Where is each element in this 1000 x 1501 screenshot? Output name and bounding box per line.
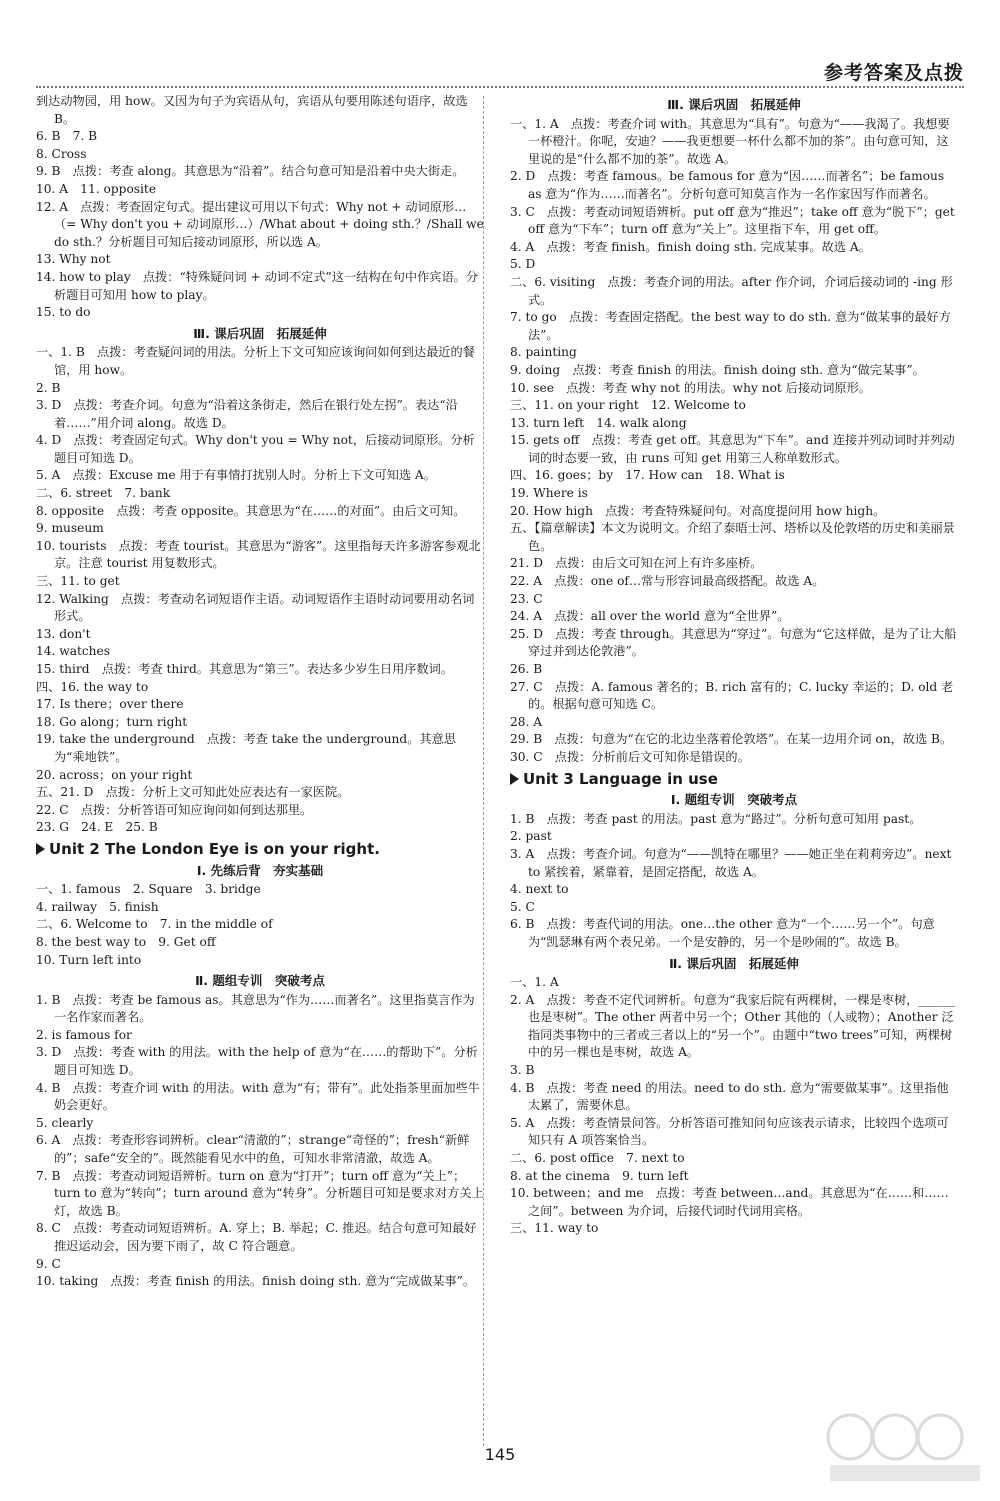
page-header-title: 参考答案及点拨	[823, 62, 964, 84]
answer-line: 3. A 点拨：考查介词。句意为“——凯特在哪里？——她正坐在莉莉旁边”。next to 紧挨着，紧靠着，是固定搭配，故选 A。	[510, 846, 952, 879]
answer-line: 26. B	[510, 662, 543, 676]
answer-line: 4. A 点拨：考查 finish。finish doing sth. 完成某事。故选 A。	[510, 239, 871, 254]
answer-line: 10. tourists 点拨：考查 tourist。其意思为“游客”。这里指每天许多游客参观北京。注意 tourist 用复数形式。	[36, 538, 481, 571]
answer-line: 28. A	[510, 714, 543, 729]
header-divider	[36, 86, 964, 88]
watermark-logo	[820, 1407, 990, 1487]
column-divider	[483, 96, 484, 1446]
play-arrow-icon	[510, 773, 519, 785]
answer-line: 到达动物园，用 how。又因为句子为宾语从句，宾语从句要用陈述句语序，故选 B。	[36, 94, 468, 126]
answer-line: 18. Go along；turn right	[36, 714, 188, 729]
answer-line: 30. C 点拨：分析前后文可知你是错误的。	[510, 749, 750, 764]
answer-line: 8. opposite 点拨：考查 opposite。其意思为“在……的对面”。由后文可知。	[36, 503, 466, 518]
answer-line: 1. B 点拨：考查 past 的用法。past 意为“路过”。分析句意可知用 past。	[510, 811, 922, 826]
answer-line: 15. gets off 点拨：考查 get off。其意思为“下车”。and 连接并列动词时并列动词的时态要一致，由 runs 可知 get 用第三人称单数形式。	[510, 433, 955, 465]
answer-line: 22. C 点拨：分析答语可知应询问如何到达那里。	[36, 802, 313, 817]
answer-line: 8. painting	[510, 345, 577, 360]
answer-line: 7. to go 点拨：考查固定搭配。the best way to do sth. 意为“做某事的最好方法”。	[510, 310, 951, 342]
answer-line: 19. Where is	[510, 486, 588, 501]
answer-line: 8. at the cinema 9. turn left	[510, 1168, 689, 1183]
answer-line: 5. C	[510, 899, 535, 914]
answer-line: 一、1. A	[510, 975, 559, 990]
answer-line: 4. B 点拨：考查介词 with 的用法。with 意为“有；带有”。此处指茶里面加些牛奶会更好。	[36, 1080, 480, 1113]
answer-line: 15. third 点拨：考查 third。其意思为“第三”。表达多少岁生日用序数词。	[36, 662, 454, 676]
answer-line: 12. A 点拨：考查固定句式。提出建议可用以下句式：Why not + 动词原形…（= Why don't you + 动词原形…）/What about + doing sth.？/Shall we do sth.？分析题目可知后接动词原形，所以选 A。	[36, 199, 484, 249]
answer-line: 29. B 点拨：句意为“在它的北边坐落着伦敦塔”。在某一边用介词 on，故选 B。	[510, 732, 953, 747]
answer-line: 25. D 点拨：考查 through。其意思为“穿过”。句意为“它这样做，是为了让大船穿过并到达伦敦港”。	[510, 626, 957, 659]
answer-line: 5. A 点拨：Excuse me 用于有事情打扰别人时。分析上下文可知选 A。	[36, 468, 436, 483]
section-heading: Ⅰ. 先练后背 夯实基础	[196, 862, 324, 878]
answer-line: 9. B 点拨：考查 along。其意思为“沿着”。结合句意可知是沿着中央大街走。	[36, 164, 465, 179]
section-heading: Ⅰ. 题组专训 突破考点	[670, 792, 798, 808]
answer-line: 9. doing 点拨：考查 finish 的用法。finish doing sth. 意为“做完某事”。	[510, 362, 925, 377]
section-heading: Ⅲ. 课后巩固 拓展延伸	[193, 325, 327, 341]
play-arrow-icon	[36, 843, 45, 855]
answer-line: 14. watches	[36, 644, 110, 659]
answer-line: 8. C 点拨：考查动词短语辨析。A. 穿上；B. 举起；C. 推迟。结合句意可知最好推迟运动会，因为要下雨了，故 C 符合题意。	[36, 1221, 477, 1253]
answer-line: 二、6. post office 7. next to	[510, 1151, 685, 1166]
answer-line: 4. B 点拨：考查 need 的用法。need to do sth. 意为“需要做某事”。这里指他太累了，需要休息。	[510, 1080, 949, 1113]
answer-line: 1. B 点拨：考查 be famous as。其意思为“作为……而著名”。这里指莫言作为一名作家而著名。	[36, 992, 475, 1025]
answer-line: 20. How high 点拨：考查特殊疑问句。对高度提问用 how high。	[510, 503, 886, 518]
answer-line: 10. A 11. opposite	[36, 181, 157, 196]
left-column	[36, 93, 484, 1291]
answer-line: 一、1. B 点拨：考查疑问词的用法。分析上下文可知应该询问如何到达最近的餐馆，用 how。	[36, 345, 475, 377]
answer-line: 8. the best way to 9. Get off	[36, 934, 216, 949]
answer-line: 13. Why not	[36, 252, 111, 267]
answer-line: 二、6. street 7. bank	[36, 486, 171, 501]
answer-line: 4. D 点拨：考查固定句式。Why don't you = Why not，后接动词原形。分析题目可知选 D。	[36, 433, 475, 465]
answer-line: 5. A 点拨：考查情景问答。分析答语可推知问句应该表示请求，比较四个选项可知只有 A 项答案恰当。	[510, 1115, 949, 1148]
answer-line: 四、16. the way to	[36, 679, 149, 694]
answer-line: 二、6. Welcome to 7. in the middle of	[36, 917, 273, 932]
answer-line: 一、1. A 点拨：考查介词 with。其意思为“具有”。句意为“——我渴了。我想要一杯橙汁。你呢，安迪？——我更想要一杯什么都不加的茶”。由句意可知，这里说的是“什么都不加的茶”。故选 A。	[510, 116, 950, 166]
answer-line: 23. G 24. E 25. B	[36, 820, 158, 835]
answer-line: 12. Walking 点拨：考查动名词短语作主语。动词短语作主语时动词要用动名词形式。	[36, 591, 475, 624]
answer-line: 9. museum	[36, 521, 104, 536]
answer-line: 三、11. to get	[36, 574, 120, 589]
answer-line: 10. see 点拨：考查 why not 的用法。why not 后接动词原形。	[510, 380, 871, 395]
answer-line: 2. A 点拨：考查不定代词辨析。句意为“我家后院有两棵树，一棵是枣树，______也是枣树”。The other 两者中另一个；Other 其他的（人或物）；Another 泛指同类事物中的三者或三者以上的“另一个”。由题中“two trees”可知，两棵树中的另一棵也是枣树，故选 A。	[510, 992, 955, 1060]
answer-line: 20. across；on your right	[36, 767, 193, 782]
answer-line: 10. taking 点拨：考查 finish 的用法。finish doing sth. 意为“完成做某事”。	[36, 1274, 476, 1289]
section-heading: Ⅱ. 课后巩固 拓展延伸	[669, 955, 799, 971]
answer-line: 五、【篇章解读】本文为说明文。介绍了泰晤士河、塔桥以及伦敦塔的历史和美丽景色。	[510, 521, 955, 553]
answer-line: 四、16. goes；by 17. How can 18. What is	[510, 468, 785, 483]
unit-heading	[510, 771, 958, 789]
answer-line: 8. Cross	[36, 146, 87, 161]
answer-line: 17. Is there；over there	[36, 697, 184, 712]
answer-line: 4. railway 5. finish	[36, 899, 159, 914]
answer-line: 19. take the underground 点拨：考查 take the underground。其意思为“乘地铁”。	[36, 732, 456, 764]
answer-line: 3. D 点拨：考查 with 的用法。with the help of 意为“在……的帮助下”。分析题目可知选 D。	[36, 1045, 478, 1078]
answer-line: 五、21. D 点拨：分析上文可知此处应表达有一家医院。	[36, 785, 350, 800]
answer-line: 9. C	[36, 1256, 61, 1271]
section-heading: Ⅱ. 题组专训 突破考点	[195, 973, 325, 989]
answer-line: 4. next to	[510, 882, 569, 897]
answer-line: 三、11. on your right 12. Welcome to	[510, 398, 746, 413]
answer-line: 23. C	[510, 591, 543, 606]
answer-line: 27. C 点拨：A. famous 著名的；B. rich 富有的；C. lucky 幸运的；D. old 老的。根据句意可知选 C。	[510, 679, 954, 712]
answer-line: 21. D 点拨：由后文可知在河上有许多座桥。	[510, 556, 763, 571]
right-column	[510, 93, 958, 1238]
answer-line: 3. C 点拨：考查动词短语辨析。put off 意为“推迟”；take off 意为“脱下”；get off 意为“下车”；turn off 意为“关上”。这里指下车，用 get off。	[510, 204, 955, 237]
answer-line: 10. between；and me 点拨：考查 between…and。其意思为“在……和……之间”。between 为介词，后接代词时代词用宾格。	[510, 1186, 949, 1218]
answer-line: 3. B	[510, 1063, 535, 1078]
answer-line: 二、6. visiting 点拨：考查介词的用法。after 作介词，介词后接动词的 -ing 形式。	[510, 274, 953, 307]
unit-heading	[36, 841, 484, 859]
answer-line: 2. is famous for	[36, 1027, 132, 1042]
answer-line: 13. don't	[36, 626, 91, 641]
answer-line: 3. D 点拨：考查介词。句意为“沿着这条街走，然后在银行处左拐”。表达“沿着……”用介词 along。故选 D。	[36, 398, 458, 430]
unit-title: Unit 2 The London Eye is on your right.	[49, 839, 380, 858]
answer-line: 14. how to play 点拨：“特殊疑问词 + 动词不定式”这一结构在句中作宾语。分析题目可知用 how to play。	[36, 269, 479, 302]
section-heading: Ⅲ. 课后巩固 拓展延伸	[667, 97, 801, 112]
unit-title: Unit 3 Language in use	[523, 769, 718, 788]
page-number: 145	[484, 1445, 516, 1464]
answer-line: 一、1. famous 2. Square 3. bridge	[36, 882, 261, 897]
answer-line: 13. turn left 14. walk along	[510, 415, 687, 430]
answer-line: 2. D 点拨：考查 famous。be famous for 意为“因……而著名”；be famous as 意为“作为……而著名”。分析句意可知莫言作为一名作家因写作而著名。	[510, 169, 945, 201]
answer-line: 2. past	[510, 829, 552, 844]
answer-line: 2. B	[36, 380, 61, 395]
answer-line: 22. A 点拨：one of…常与形容词最高级搭配。故选 A。	[510, 574, 825, 589]
answer-line: 6. A 点拨：考查形容词辨析。clear“清澈的”；strange“奇怪的”；fresh“新鲜的”；safe“安全的”。既然能看见水中的鱼，可知水非常清澈，故选 A。	[36, 1133, 470, 1166]
answer-line: 5. clearly	[36, 1115, 94, 1130]
answer-line: 6. B 点拨：考查代词的用法。one…the other 意为“一个……另一个”。句意为“凯瑟琳有两个表兄弟。一个是安静的，另一个是吵闹的”。故选 B。	[510, 917, 935, 949]
answer-line: 24. A 点拨：all over the world 意为“全世界”。	[510, 609, 790, 624]
answer-line: 10. Turn left into	[36, 952, 142, 967]
answer-line: 6. B 7. B	[36, 129, 98, 144]
answer-line: 7. B 点拨：考查动词短语辨析。turn on 意为“打开”；turn off 意为“关上”；turn to 意为“转向”；turn around 意为“转身”。分析题目可知是要求对方关上灯，故选 B。	[36, 1168, 484, 1218]
answer-line: 15. to do	[36, 305, 91, 320]
answer-line: 5. D	[510, 257, 536, 272]
answer-line: 三、11. way to	[510, 1221, 599, 1236]
